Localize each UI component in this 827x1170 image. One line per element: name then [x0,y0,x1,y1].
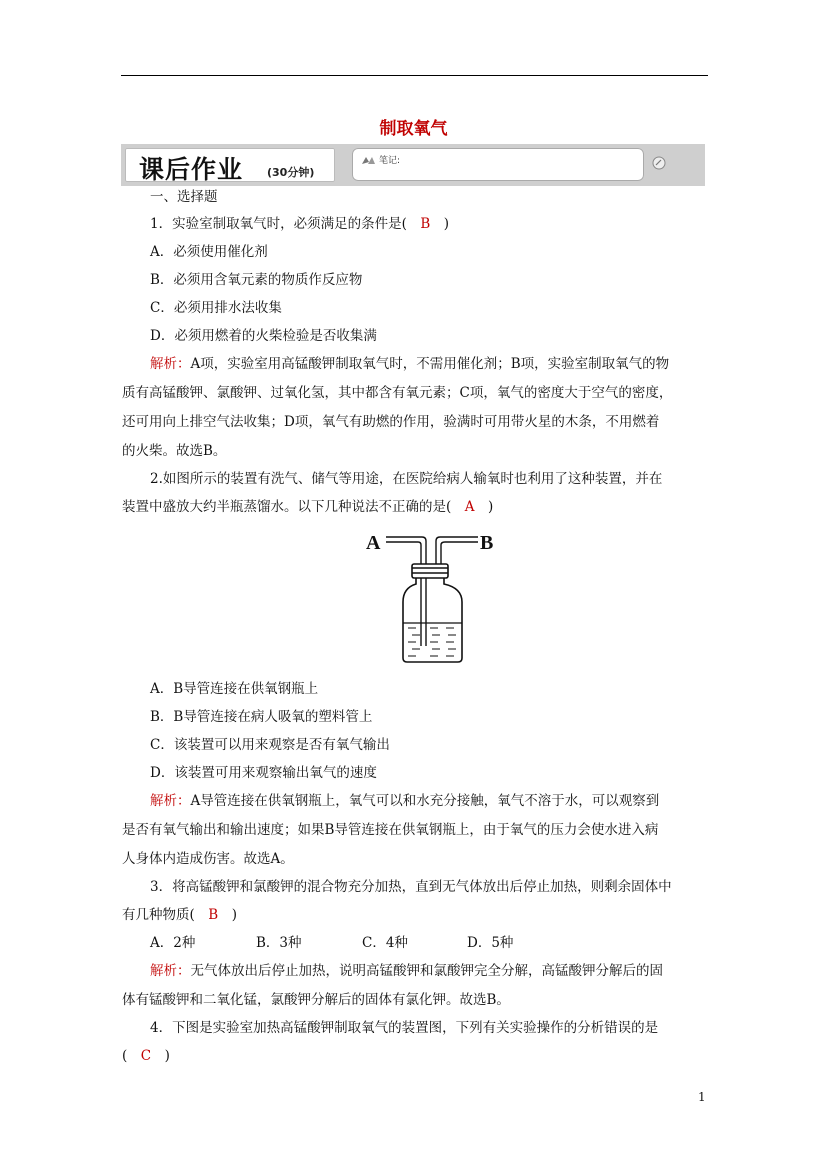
q1-analysis-line-4: 的火柴。故选B。 [122,443,227,459]
q3-option-d: D．5种 [467,935,514,951]
q3-option-a: A．2种 [150,935,196,951]
page-number: 1 [698,1090,706,1104]
question-4-stem-line-2: ( C ) [122,1048,170,1064]
header-rule [121,75,708,76]
analysis-label: 解析： [150,793,191,809]
notes-label: 笔记: [379,156,401,166]
q2-analysis-line-2: 是否有氧气输出和输出速度；如果B导管连接在供氧钢瓶上，由于氧气的压力会使水进入病 [122,822,659,838]
question-1-answer: B [420,216,431,232]
figure-label-a: A [366,532,381,554]
gas-washing-bottle-figure [360,528,500,668]
q1-option-b: B．必须用含氧元素的物质作反应物 [150,272,363,288]
q3-analysis-line-1: 解析：无气体放出后停止加热，说明高锰酸钾和氯酸钾完全分解，高锰酸钾分解后的固 [150,963,663,979]
section-heading: 一、选择题 [150,189,218,205]
question-1-stem: 1．实验室制取氧气时，必须满足的条件是( B ) [150,216,450,232]
q1-option-a: A．必须使用催化剂 [150,244,268,260]
question-2-stem-line-2: 装置中盛放大约半瓶蒸馏水。以下几种说法不正确的是( A ) [122,499,494,515]
q1-option-c: C．必须用排水法收集 [150,300,282,316]
q3-analysis-line-2: 体有锰酸钾和二氧化锰，氯酸钾分解后的固体有氯化钾。故选B。 [122,992,510,1008]
q2-analysis-line-3: 人身体内造成伤害。故选A。 [122,851,294,867]
q2-analysis-line-1: 解析：A导管连接在供氧钢瓶上，氧气可以和水充分接触，氧气不溶于水，可以观察到 [150,793,660,809]
analysis-label: 解析： [150,356,191,372]
q3-option-c: C．4种 [362,935,408,951]
page-title: 制取氧气 [379,119,448,139]
q2-option-d: D．该装置可用来观察输出氧气的速度 [150,765,377,781]
recycle-icon [360,154,376,166]
banner-duration: (30分钟) [267,166,315,179]
paperclip-icon [652,156,666,170]
q1-analysis-line-1: 解析：A项，实验室用高锰酸钾制取氧气时，不需用催化剂；B项，实验室制取氧气的物 [150,356,670,372]
q1-option-d: D．必须用燃着的火柴检验是否收集满 [150,328,377,344]
question-2-answer: A [464,499,475,515]
question-2-stem-line-1: 2.如图所示的装置有洗气、储气等用途，在医院给病人输氧时也利用了这种装置，并在 [150,471,663,487]
q3-option-b: B．3种 [256,935,302,951]
question-3-answer: B [208,907,219,923]
figure-label-b: B [480,532,494,554]
homework-banner [121,144,705,186]
question-4-answer: C [140,1048,152,1064]
question-3-stem-line-1: 3．将高锰酸钾和氯酸钾的混合物充分加热，直到无气体放出后停止加热，则剩余固体中 [150,879,672,895]
banner-heading: 课后作业 [139,155,244,184]
question-4-stem-line-1: 4．下图是实验室加热高锰酸钾制取氧气的装置图，下列有关实验操作的分析错误的是 [150,1020,659,1036]
banner-heading-box [125,148,335,182]
q2-option-b: B．B导管连接在病人吸氧的塑料管上 [150,709,373,725]
analysis-label: 解析： [150,963,191,979]
q1-analysis-line-2: 质有高锰酸钾、氯酸钾、过氧化氢，其中都含有氧元素；C项，氧气的密度大于空气的密度， [122,385,673,401]
q2-option-a: A．B导管连接在供氧钢瓶上 [150,681,319,697]
question-3-stem-line-2: 有几种物质( B ) [122,907,237,923]
q2-option-c: C．该装置可以用来观察是否有氧气输出 [150,737,390,753]
notes-field[interactable] [352,148,644,181]
q1-analysis-line-3: 还可用向上排空气法收集；D项，氧气有助燃的作用，验满时可用带火星的木条，不用燃着 [122,414,660,430]
